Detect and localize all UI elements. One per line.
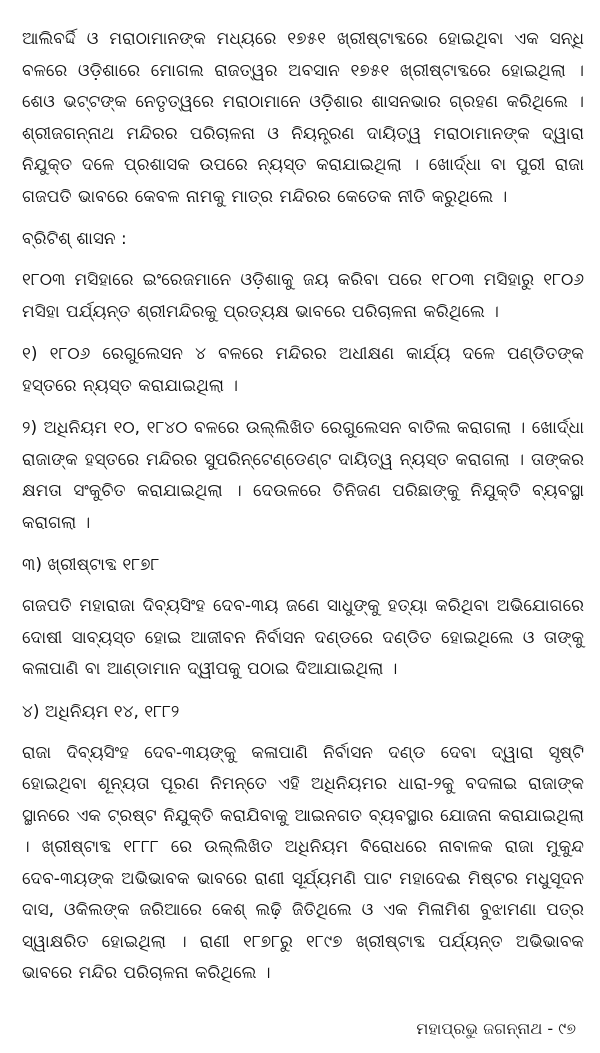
- item-3-paragraph: ଗଜପତି ମହାରାଜା ଦିବ୍ୟସିଂହ ଦେବ-୩ୟ ଜଣେ ସାଧୁଙ୍କୁ ହତ୍ୟା କରିଥିବା ଅଭିଯୋଗରେ ଦୋଷୀ ସାବ୍ୟସ୍ତ ହୋଇ ଆଜୀବନ ନିର୍ବାସନ ଦଣ୍ଡରେ ଦଣ୍ଡିତ ହୋଇଥିଲେ ଓ ତାଙ୍କୁ କଳାପାଣି ବା ଆଣ୍ଡାମାନ ଦ୍ୱୀପକୁ ପଠାଇ ଦିଆଯାଇଥିଲା ।: [22, 596, 584, 679]
- page-body: [22, 24, 584, 1024]
- intro-paragraph: ଆଲିବର୍ଦ୍ଦି ଓ ମରାଠାମାନଙ୍କ ମଧ୍ୟରେ ୧୭୫୧ ଖ୍ରୀଷ୍ଟାବ୍ଦରେ ହୋଇଥିବା ଏକ ସନ୍ଧି ବଳରେ ଓଡ଼ିଶାରେ ମୋଗଲ ରାଜତ୍ୱର ଅବସାନ ୧୭୫୧ ଖ୍ରୀଷ୍ଟାବ୍ଦରେ ହୋଇଥିଲା । ଶେଓ ଭଟ୍ଟଙ୍କ ନେତୃତ୍ୱରେ ମରାଠାମାନେ ଓଡ଼ିଶାର ଶାସନଭାର ଗ୍ରହଣ କରିଥିଲେ । ଶ୍ରୀଜଗନ୍ନାଥ ମନ୍ଦିରର ପରିଚାଳନା ଓ ନିୟନ୍ତ୍ରଣ ଦାୟିତ୍ୱ ମରାଠାମାନଙ୍କ ଦ୍ୱାରା ନିଯୁକ୍ତ ଦଳେ ପ୍ରଶାସକ ଉପରେ ନ୍ୟସ୍ତ କରାଯାଇଥିଲା । ଖୋର୍ଦ୍ଧା ବା ପୁରୀ ରାଜା ଗଜପତି ଭାବରେ କେବଳ ନାମକୁ ମାତ୍ର ମନ୍ଦିରର କେତେକ ନୀତି କରୁଥିଲେ ।: [22, 29, 584, 207]
- item-4-paragraph: ରାଜା ଦିବ୍ୟସିଂହ ଦେବ-୩ୟଙ୍କୁ କଳାପାଣି ନିର୍ବାସନ ଦଣ୍ଡ ଦେବା ଦ୍ୱାରା ସୃଷ୍ଟି ହୋଇଥିବା ଶୂନ୍ୟତା ପୂରଣ ନିମନ୍ତେ ଏହି ଅଧିନିୟମର ଧାରା-୨କୁ ବଦଳାଇ ରାଜାଙ୍କ ସ୍ଥାନରେ ଏକ ଟ୍ରଷ୍ଟ ନିଯୁକ୍ତି କରାଯିବାକୁ ଆଇନଗତ ବ୍ୟବସ୍ଥାର ଯୋଜନା କରାଯାଇଥିଲା । ଖ୍ରୀଷ୍ଟାବ୍ଦ ୧୮୮୮ ରେ ଉଲ୍ଲିଖିତ ଅଧିନିୟମ ବିରୋଧରେ ନାବାଳକ ରାଜା ମୁକୁନ୍ଦ ଦେବ-୩ୟଙ୍କ ଅଭିଭାବକ ଭାବରେ ରାଣୀ ସୂର୍ଯ୍ୟମଣି ପାଟ ମହାଦେଈ ମିଷ୍ଟର ମଧୁସୂଦନ ଦାସ, ଓକିଲଙ୍କ ଜରିଆରେ କେଶ୍ ଲଢ଼ି ଜିତିଥିଲେ ଓ ଏକ ମିଳାମିଶ ବୁଝାମଣା ପତ୍ର ସ୍ୱାକ୍ଷରିତ ହୋଇଥିଲା । ରାଣୀ ୧୮୭୮ରୁ ୧୮୯୭ ଖ୍ରୀଷ୍ଟାବ୍ଦ ପର୍ଯ୍ୟନ୍ତ ଅଭିଭାବକ ଭାବରେ ମନ୍ଦିର ପରିଚାଳନା କରିଥିଲେ ।: [22, 742, 584, 983]
- british-rule-paragraph: ୧୮୦୩ ମସିହାରେ ଇଂରେଜମାନେ ଓଡ଼ିଶାକୁ ଜୟ କରିବା ପରେ ୧୮୦୩ ମସିହାରୁ ୧୮୦୬ ମସିହା ପର୍ଯ୍ୟନ୍ତ ଶ୍ରୀମନ୍ଦିରକୁ ପ୍ରତ୍ୟକ୍ଷ ଭାବରେ ପରିଚାଳନା କରିଥିଲେ ।: [22, 270, 584, 322]
- section-heading-british-rule: ବ୍ରିଟିଶ୍ ଶାସନ :: [22, 229, 127, 249]
- heading-item-4: ୪) ଅଧିନିୟମ ୧୪, ୧୮୮୨: [22, 701, 180, 722]
- page-footer: ମହାପ୍ରଭୁ ଜଗନ୍ନାଥ - ୯୭: [416, 1019, 576, 1038]
- heading-item-3: ୩) ଖ୍ରୀଷ୍ଟାବ୍ଦ ୧୮୭୮: [22, 555, 160, 575]
- list-item-1: ୧) ୧୮୦୬ ରେଗୁଲେସନ ୪ ବଳରେ ମନ୍ଦିରର ଅଧୀକ୍ଷଣ କାର୍ଯ୍ୟ ଦଳେ ପଣ୍ଡିତଙ୍କ ହସ୍ତରେ ନ୍ୟସ୍ତ କରାଯାଇଥିଲା ।: [22, 344, 584, 396]
- list-item-2: ୨) ଅଧିନିୟମ ୧୦, ୧୮୪୦ ବଳରେ ଉଲ୍ଲିଖିତ ରେଗୁଲେସନ ବାତିଲ କରାଗଲା । ଖୋର୍ଦ୍ଧା ରାଜାଙ୍କ ହସ୍ତରେ ମନ୍ଦିରର ସୁପରିନ୍‌ଟେଣ୍ଡେଣ୍ଟ ଦାୟିତ୍ୱ ନ୍ୟସ୍ତ କରାଗଲା । ତାଙ୍କର କ୍ଷମତା ସଂକୁଚିତ କରାଯାଇଥିଲା । ଦେଉଳରେ ତିନିଜଣ ପରିଛାଙ୍କୁ ନିଯୁକ୍ତି ବ୍ୟବସ୍ଥା କରାଗଲା ।: [22, 418, 584, 533]
